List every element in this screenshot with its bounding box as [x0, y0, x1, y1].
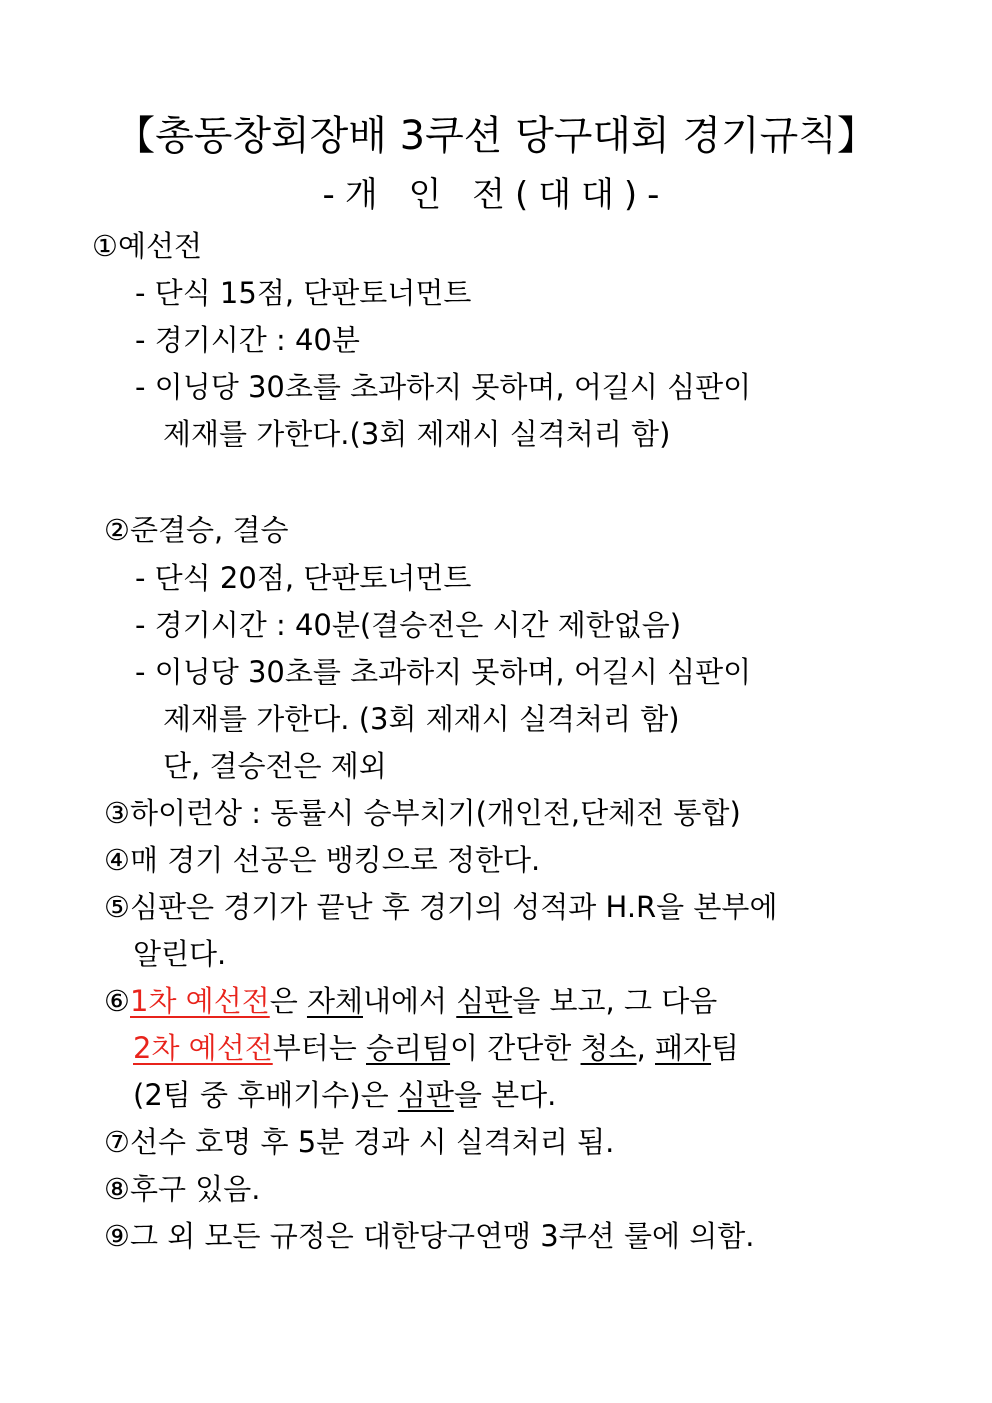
rule-6-second-prelim: 2차 예선전	[133, 1031, 273, 1065]
rule-6-losing: 패자	[655, 1031, 712, 1065]
rule-8: ⑧후구 있음.	[104, 1172, 261, 1206]
section2-item: - 이닝당 30초를 초과하지 못하며, 어길시 심판이	[135, 655, 752, 689]
rule-6-first-prelim: 1차 예선전	[130, 984, 270, 1018]
document-title: 【총동창회장배 3쿠션 당구대회 경기규칙】	[115, 113, 877, 159]
section2-item: - 단식 20점, 단판토너먼트	[135, 561, 472, 595]
rule-7: ⑦선수 호명 후 5분 경과 시 실격처리 됨.	[104, 1125, 615, 1159]
section1-heading: ①예선전	[92, 229, 203, 263]
rule-6-text: 을 보고, 그 다음	[512, 984, 718, 1018]
rule-6-number: ⑥	[104, 984, 130, 1018]
rule-6-winning-team: 승리팀	[366, 1031, 451, 1065]
rule-6-self: 자체	[306, 984, 363, 1018]
section2-item: 제재를 가한다. (3회 제재시 실격처리 함)	[163, 702, 680, 736]
section1-item: - 단식 15점, 단판토너먼트	[135, 276, 472, 310]
section2-heading: ②준결승, 결승	[104, 513, 289, 547]
section1-item: - 경기시간 : 40분	[135, 323, 360, 357]
rule-3: ③하이런상 : 동률시 승부치기(개인전,단체전 통합)	[104, 796, 741, 830]
rule-9: ⑨그 외 모든 규정은 대한당구연맹 3쿠션 룰에 의함.	[104, 1219, 755, 1253]
rule-6-line1	[104, 981, 717, 1021]
rule-6-line3	[133, 1075, 556, 1115]
rule-4: ④매 경기 선공은 뱅킹으로 정한다.	[104, 843, 541, 877]
section2-item: 단, 결승전은 제외	[163, 749, 387, 783]
section1-item: 제재를 가한다.(3회 제재시 실격처리 함)	[163, 417, 671, 451]
rule-5-line2: 알린다.	[133, 937, 227, 971]
rule-6-text: 이 간단한	[450, 1031, 581, 1065]
rule-6-line2	[133, 1028, 739, 1068]
rule-6-text: 을 본다.	[453, 1078, 557, 1112]
document-subtitle: -개 인 전(대대)-	[322, 175, 670, 215]
rule-6-referee-2: 심판	[397, 1078, 454, 1112]
rule-6-text: (2팀 중 후배기수)은	[133, 1078, 398, 1112]
rule-6-referee: 심판	[456, 984, 513, 1018]
section2-item: - 경기시간 : 40분(결승전은 시간 제한없음)	[135, 608, 682, 642]
rule-6-text: 은	[269, 984, 307, 1018]
rule-6-cleaning: 청소	[580, 1031, 637, 1065]
rule-5-line1: ⑤심판은 경기가 끝난 후 경기의 성적과 H.R을 본부에	[104, 890, 778, 924]
rule-6-text: 팀	[711, 1031, 740, 1065]
rule-6-text: ,	[636, 1031, 656, 1065]
section1-item: - 이닝당 30초를 초과하지 못하며, 어길시 심판이	[135, 370, 752, 404]
rule-6-text: 내에서	[363, 984, 457, 1018]
rule-6-text: 부터는	[272, 1031, 366, 1065]
